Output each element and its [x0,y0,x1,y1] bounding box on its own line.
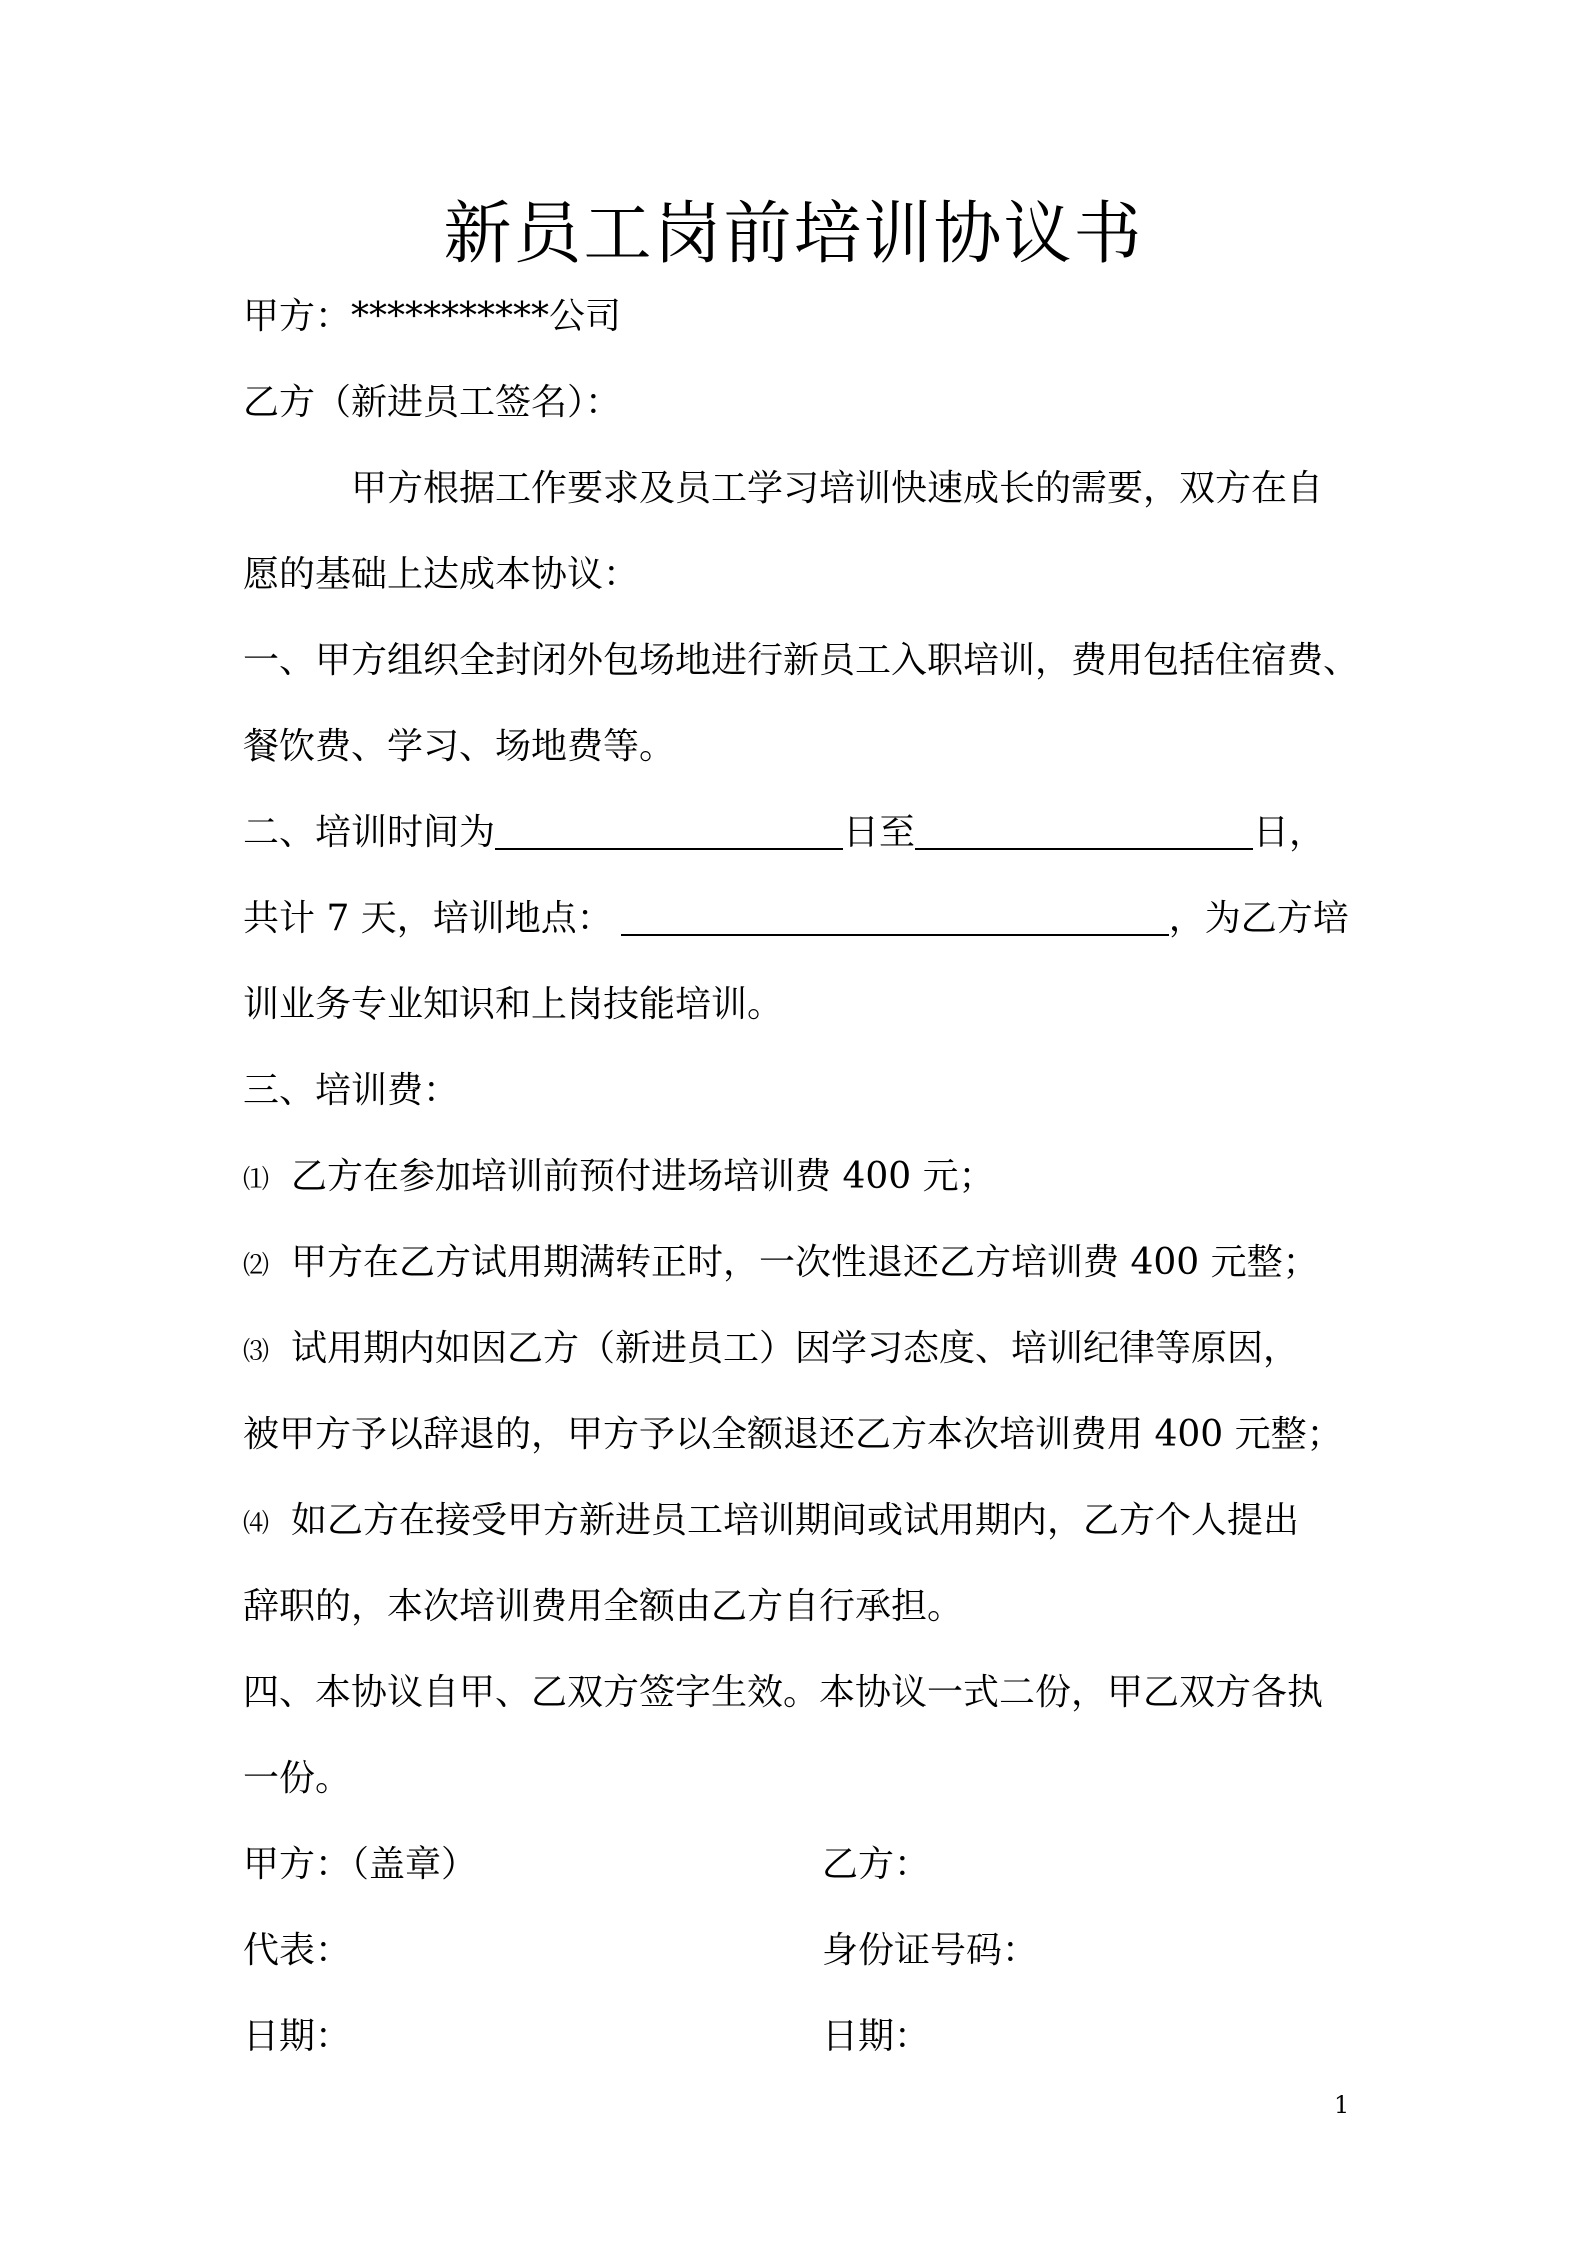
clause-2-line-2-suffix: ，为乙方培 [1168,898,1349,939]
item-text: 试用期内如因乙方（新进员工）因学习态度、培训纪律等原因， [291,1328,1300,1369]
clause-2-line-2-prefix: 共计 7 天，培训地点： [243,898,613,939]
clause-2-line-1 [243,808,1325,858]
signature-representative: 代表： [243,1930,352,1971]
clause-2-suffix: 日， [1253,812,1326,853]
item-number: ⑶ [243,1337,270,1367]
signature-date-left: 日期： [243,2016,352,2057]
clause-2-line-2 [243,894,1349,944]
clause-4-line-1: 四、本协议自甲、乙双方签字生效。本协议一式二份，甲乙双方各执 [243,1672,1324,1713]
clause-4-line-2: 一份。 [243,1758,352,1799]
clause-3-item-3-continued: 被甲方予以辞退的，甲方予以全额退还乙方本次培训费用 400 元整； [243,1414,1343,1455]
signature-date-right: 日期： [822,2016,931,2057]
clause-2-mid: 日至 [843,812,916,853]
item-number: ⑴ [243,1165,270,1195]
page-number: 1 [1334,2091,1350,2119]
item-text: 如乙方在接受甲方新进员工培训期间或试用期内，乙方个人提出 [291,1500,1300,1541]
location-blank[interactable] [621,896,1169,936]
item-text: 乙方在参加培训前预付进场培训费 400 元； [291,1156,995,1197]
item-number: ⑵ [243,1251,270,1281]
clause-3-item-1 [243,1152,995,1205]
signature-id-number: 身份证号码： [822,1930,1039,1971]
clause-3-item-3 [243,1324,1299,1377]
clause-1-line-1: 一、甲方组织全封闭外包场地进行新员工入职培训，费用包括住宿费、 [243,640,1360,681]
party-b-line: 乙方（新进员工签名）： [243,382,622,423]
start-date-blank[interactable] [495,810,843,850]
party-a-line: 甲方：***********公司 [243,296,622,337]
item-text: 甲方在乙方试用期满转正时，一次性退还乙方培训费 400 元整； [291,1242,1319,1283]
clause-1-line-2: 餐饮费、学习、场地费等。 [243,726,676,767]
clause-3-item-4 [243,1496,1299,1549]
intro-line-2: 愿的基础上达成本协议： [243,554,640,595]
intro-line-1: 甲方根据工作要求及员工学习培训快速成长的需要，双方在自 [351,468,1324,509]
end-date-blank[interactable] [915,810,1253,850]
signature-party-a-seal: 甲方：（盖章） [243,1844,478,1885]
document-title: 新员工岗前培训协议书 [443,195,1144,274]
clause-2-prefix: 二、培训时间为 [243,812,496,853]
clause-3-heading: 三、培训费： [243,1070,460,1111]
item-number: ⑷ [243,1509,270,1539]
clause-2-line-3: 训业务专业知识和上岗技能培训。 [243,984,784,1025]
signature-party-b: 乙方： [822,1844,931,1885]
clause-3-item-4-continued: 辞职的，本次培训费用全额由乙方自行承担。 [243,1586,964,1627]
clause-3-item-2 [243,1238,1319,1291]
